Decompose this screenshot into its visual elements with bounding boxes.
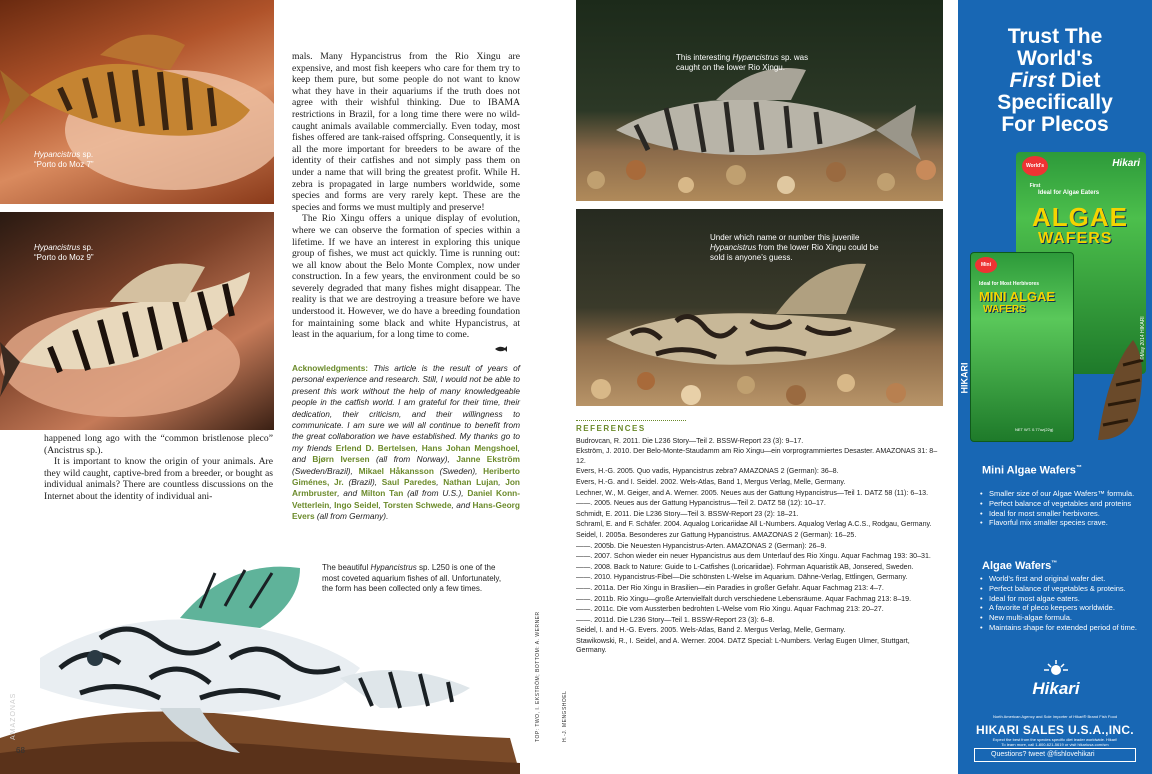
hikari-logo: Hikari	[1018, 660, 1094, 699]
reference-item: ——. 2008. Back to Nature: Guide to L-Catfishes (Loricariidae). Fohrman Aquaristik AB, Jonsered, Sweden.	[576, 562, 914, 571]
photo-credit-left: TOP: TWO, I. EKSTRÖM; BOTTOM: A. WERNER	[535, 611, 541, 742]
left-column-text	[44, 433, 273, 503]
mini-algae-wafers-package	[959, 252, 1074, 442]
caption-mid-right: Under which name or number this juvenile Hypancistrus from the lower Rio Xingu could be sold is anyone’s guess.	[710, 233, 879, 262]
folio-label: AMAZONAS	[10, 692, 17, 740]
package-net: NET WT. 0.77oz(22g)	[1015, 427, 1054, 432]
fish-image	[0, 0, 274, 204]
reference-item: Budrovcan, R. 2011. Die L236 Story—Teil 2. BSSW-Report 23 (3): 9–17.	[576, 436, 804, 445]
list-item: • Smaller size of our Algae Wafers™ formula.	[980, 489, 1140, 499]
reference-item: Evers, H.-G. and I. Seidel. 2002. Wels-Atlas, Band 1, Mergus Verlag, Melle, Germany.	[576, 477, 846, 486]
list-item: • Flavorful mix smaller species crave.	[980, 518, 1140, 528]
reference-item: Stawikowski, R., I. Seidel, and A. Werner. 2004. DATZ Special: L-Numbers. Verlag Eugen Ulmer, Stuttgart, Germany.	[576, 636, 910, 655]
fine-print: Expect the best from the species specific diet leader worldwide. Hikari! To learn more, call 1-800-621-5619 or visit hikariusa.com/sm	[992, 737, 1118, 747]
reference-item: Seidel, I. 2005a. Besonderes zur Gattung Hypancistrus. AMAZONAS 2 (German): 16–25.	[576, 530, 857, 539]
reference-item: ——. 2011c. Die vom Aussterben bedrohten L-Welse vom Rio Xingu. Aquar Fachmag 213: 20–27.	[576, 605, 884, 614]
caption-bottom: The beautiful Hypancistrus sp. L250 is one of the most coveted aquarium fishes of all. Unfortunately, the form has been collected only a few times.	[322, 563, 502, 593]
reference-item: ——. 2011d. Die L236 Story—Teil 1. BSSW-Report 23 (3): 6–8.	[576, 615, 775, 624]
reference-item: ——. 2005. Neues aus der Gattung Hypancistrus—Teil 2. DATZ 58 (12): 10–17.	[576, 499, 826, 508]
references-list	[576, 437, 942, 656]
list-item: • A favorite of pleco keepers worldwide.	[980, 603, 1140, 613]
paragraph: It is important to know the origin of your animals. Are they wild caught, captive-bred from a breeder, or bought as individual animals? There are countless discussions on the Internet about the identity of individual ani-	[44, 456, 273, 502]
list-item: • Maintains shape for extended period of time.	[980, 623, 1140, 633]
reference-item: Ekström, J. 2010. Der Belo-Monte-Staudamm am Rio Xingu—ein vorprogrammiertes Desaster. AMAZONAS 31: 8–12.	[576, 447, 938, 465]
list-item: • World's first and original wafer diet.	[980, 574, 1140, 584]
reference-item: ——. 2011b. Rio Xingu—große Artenvielfalt durch verschiedene Lebensräume. Aquar Fachmag 213: 8–19.	[576, 594, 912, 603]
fish-image	[576, 0, 943, 201]
reference-item: Schraml, E. and F. Schäfer. 2004. Aqualog Loricariidae All L-Numbers. Aqualog Verlag A.C.S., Rodgau, Germany.	[576, 520, 932, 529]
acknowledgments: Acknowledgments: This article is the result of years of personal experience and research. Still, I would not be able to present this work without the help of many knowledgeable people in the catfish world. I am grateful for their time, their dedication, their criticism, and their willingness to communicate. I am sure we will all continue to benefit from the great collaboration we have established. My thanks go to my friends Erlend D. Bertelsen, Hans Johan Mengshoel, and Bjørn Iversen (all from Norway), Janne Ekström (Sweden/Brazil), Mikael Håkansson (Sweden), Heriberto Giménes, Jr. (Brazil), Saul Paredes, Nathan Lujan, Jon Armbruster, and Milton Tan (all from U.S.), Daniel Konn-Vetterlein, Ingo Seidel, Torsten Schwede, and Hans-Georg Evers (all from Germany).	[292, 363, 521, 522]
twitter-box[interactable]: Questions? tweet @fishlovehikari	[974, 748, 1136, 762]
photo-credit-right: H.-J. MENGSHOEL	[562, 690, 568, 742]
list-item: • Ideal for most smaller herbivores.	[980, 509, 1140, 519]
end-mark-fish-icon	[494, 340, 508, 348]
paragraph: mals. Many Hypancistrus from the Rio Xingu are expensive, and most fish keepers who care for them try to keep them pure, but some people do not want to know what they have in their aquariums if the truth does not agree with their wishful thinking. Due to IBAMA restrictions in Brazil, for a long time there were no wild-caught animals available commercially. Even today, most fishes offered are tank-raised offspring. Consequently, it is all the more important for breeders to be aware of the identity of their catfishes and not simply pass them on under a name that will bring the greatest profit. While H. zebra is propagated in large numbers worldwide, some species and forms are very rarely kept. These are the species and forms we must multiply and preserve!	[292, 51, 520, 213]
sun-logo-icon	[1044, 660, 1068, 676]
fine-print: North American Agency and Sole Importer of Hikari® Brand Fish Food	[992, 714, 1118, 719]
ad-headline: Trust The World's First Diet Specifically For Plecos	[997, 25, 1113, 136]
photo-porto-do-moz-7	[0, 0, 274, 204]
list-item: • New multi-algae formula.	[980, 613, 1140, 623]
ad-copyright: ©May 2014 HIKARI	[1140, 316, 1146, 360]
paragraph: happened long ago with the “common bristlenose pleco” (Ancistrus sp.).	[44, 433, 273, 456]
reference-item: Lechner, W., M. Geiger, and A. Werner. 2005. Neues aus der Gattung Hypancistrus—Teil 1. DATZ 58 (11): 6–13.	[576, 488, 929, 497]
references-rule	[576, 420, 686, 421]
reference-item: Evers, H.-G. 2005. Quo vadis, Hypancistrus zebra? AMAZONAS 2 (German): 36–8.	[576, 467, 839, 476]
package-sub: Ideal for Most Herbivores	[979, 281, 1040, 287]
list-item: • Perfect balance of vegetables & proteins.	[980, 584, 1140, 594]
hikari-ad	[958, 0, 1152, 774]
caption-top-left: Hypancistrus sp. “Porto do Moz 7”	[34, 150, 94, 169]
package-title1: ALGAE	[1032, 202, 1128, 232]
package-title2: WAFERS	[983, 304, 1026, 315]
reference-item: Seidel, I. and H.-G. Evers. 2005. Wels-Atlas, Band 2. Mergus Verlag, Melle, Germany.	[576, 626, 846, 635]
package-badge: Mini	[975, 257, 997, 273]
package-title2: WAFERS	[1038, 230, 1113, 247]
ad-section2-list	[980, 574, 1140, 633]
references-heading: REFERENCES	[576, 424, 646, 433]
ad-section1-list	[980, 489, 1140, 528]
package-sub: Ideal for Algae Eaters	[1038, 190, 1100, 196]
reference-item: ——. 2010. Hypancistrus-Fibel—Die schönsten L-Welse im Aquarium. Dähne-Verlag, Ettlingen, Germany.	[576, 573, 908, 582]
package-badge: World's First	[1022, 156, 1048, 176]
middle-column-text	[292, 51, 520, 341]
list-item: • Ideal for most algae eaters.	[980, 594, 1140, 604]
company-name: HIKARI SALES U.S.A.,INC.	[976, 723, 1134, 737]
ad-section1-title: Mini Algae Wafers™	[982, 464, 1082, 477]
caption-mid-left: Hypancistrus sp. “Porto do Moz 9”	[34, 243, 94, 262]
caption-top-right: This interesting Hypancistrus sp. was caught on the lower Rio Xingu.	[676, 53, 809, 72]
reference-item: ——. 2005b. Die Neuesten Hypancistrus-Arten. AMAZONAS 2 (German): 26–9.	[576, 541, 827, 550]
acknowledgments-heading: Acknowledgments:	[292, 363, 369, 373]
reference-item: ——. 2011a. Der Rio Xingu in Brasilien—ein Paradies in großer Gefahr. Aquar Fachmag 213: 4–7.	[576, 583, 884, 592]
paragraph: The Rio Xingu offers a unique display of evolution, where we can observe the formation of species within a lifetime. If we have an interest in exploring this unique group of fishes, we must act quickly. Time is running out: we all know about the Belo Monte Complex, now under construction. In a few years, the environment could be so severely degraded that many fishes might disappear. The reality is that we are destroying a treasure before we have understood it. However, we do have a breeding foundation for maintaining some black and white Hypancistrus, at least in the aquarium, for a long time to come.	[292, 213, 520, 341]
reference-item: ——. 2007. Schon wieder ein neuer Hypancistrus aus dem Unterlauf des Rio Xingu. Aquar Fachmag 193: 30–31.	[576, 552, 931, 561]
package-brand: Hikari	[1112, 158, 1140, 169]
ad-section2-title: Algae Wafers™	[982, 560, 1058, 572]
list-item: • Perfect balance of vegetables and proteins	[980, 499, 1140, 509]
reference-item: Schmidt, E. 2011. Die L236 Story—Teil 3. BSSW-Report 23 (2): 18–21.	[576, 509, 799, 518]
page-number: 68	[16, 746, 25, 755]
package-title1: MINI ALGAE	[979, 289, 1056, 304]
package-brand: HIKARI	[959, 362, 970, 394]
references	[576, 424, 942, 657]
photo-lower-rio-xingu	[576, 0, 943, 201]
